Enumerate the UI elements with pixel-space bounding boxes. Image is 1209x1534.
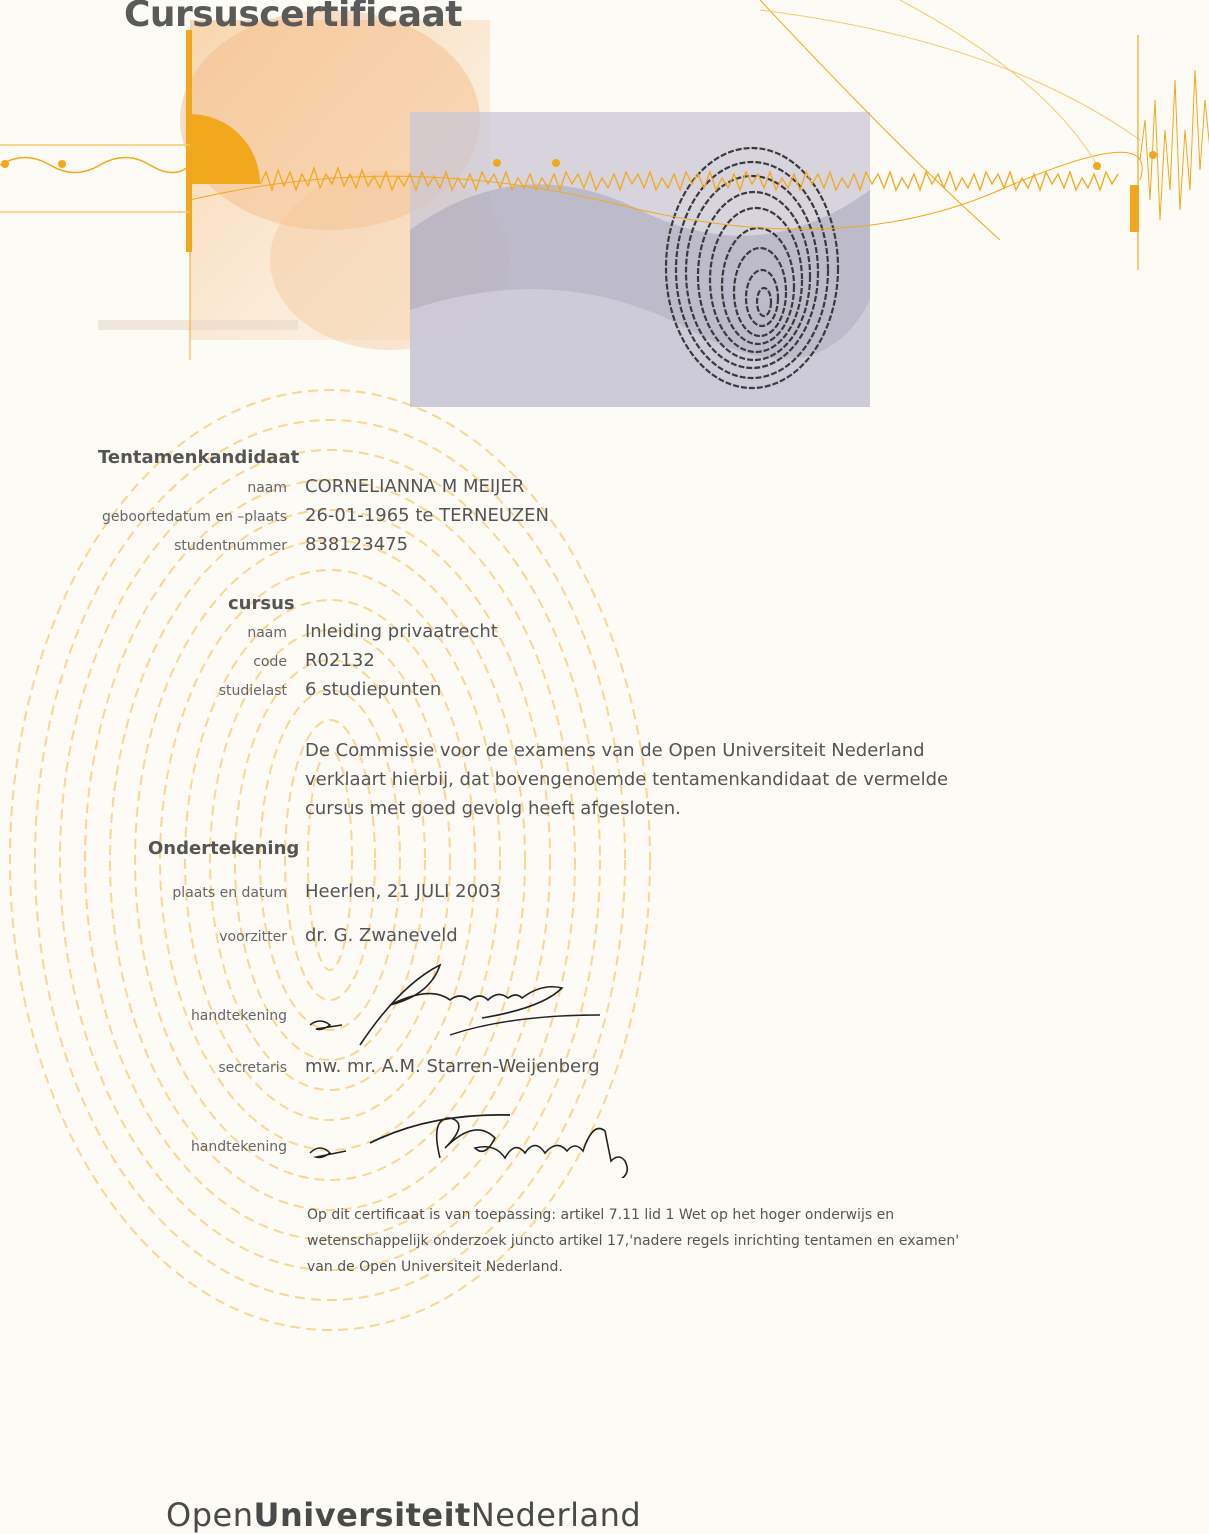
chair-signature xyxy=(300,955,620,1055)
birth-value: 26-01-1965 te TERNEUZEN xyxy=(305,505,549,526)
candidate-heading: Tentamenkandidaat xyxy=(98,447,300,468)
study-load-value: 6 studiepunten xyxy=(305,679,442,700)
fingerprint-watermark xyxy=(10,390,650,1330)
course-code-value: R02132 xyxy=(305,650,375,671)
open-universiteit-logo xyxy=(166,1496,641,1534)
legal-note-line-2: wetenschappelijk onderzoek juncto artikel 17,'nadere regels inrichting tentamen en examen' xyxy=(307,1233,960,1249)
student-number-value: 838123475 xyxy=(305,534,409,555)
logo-part-open: Open xyxy=(166,1496,254,1534)
chair-label: voorzitter xyxy=(219,929,287,945)
logo-part-universiteit: Universiteit xyxy=(253,1496,471,1534)
photo-collage xyxy=(98,10,870,407)
candidate-name-label: naam xyxy=(247,480,287,496)
legal-note-line-3: van de Open Universiteit Nederland. xyxy=(307,1259,563,1275)
legal-note-line-1: Op dit certificaat is van toepassing: artikel 7.11 lid 1 Wet op het hoger onderwijs en xyxy=(307,1207,895,1223)
signature-1-label: handtekening xyxy=(190,1008,287,1024)
study-load-label: studielast xyxy=(218,683,287,699)
certificate-title: Cursuscertificaat xyxy=(124,0,462,35)
place-date-value: Heerlen, 21 JULI 2003 xyxy=(305,881,501,902)
logo-part-nederland: Nederland xyxy=(470,1496,642,1534)
secretary-value: mw. mr. A.M. Starren-Weijenberg xyxy=(305,1056,600,1077)
secretary-signature xyxy=(300,1098,660,1178)
place-date-label: plaats en datum xyxy=(172,885,287,901)
statement-line-1: De Commissie voor de examens van de Open Universiteit Nederland xyxy=(305,740,925,761)
statement-line-3: cursus met goed gevolg heeft afgesloten. xyxy=(305,798,681,819)
signature-2-label: handtekening xyxy=(190,1139,287,1155)
birth-label: geboortedatum en –plaats xyxy=(102,509,287,525)
course-name-label: naam xyxy=(247,625,287,641)
statement-line-2: verklaart hierbij, dat bovengenoemde tentamenkandidaat de vermelde xyxy=(305,769,949,790)
secretary-label: secretaris xyxy=(218,1060,287,1076)
course-heading: cursus xyxy=(228,593,295,614)
legal-note xyxy=(307,1202,1007,1280)
course-name-value: Inleiding privaatrecht xyxy=(305,621,498,642)
student-number-label: studentnummer xyxy=(174,538,287,554)
candidate-name-value: CORNELIANNA M MEIJER xyxy=(305,476,525,497)
statement-text xyxy=(305,736,948,823)
chair-value: dr. G. Zwaneveld xyxy=(305,925,458,946)
course-code-label: code xyxy=(253,654,287,670)
signing-heading: Ondertekening xyxy=(148,838,300,859)
